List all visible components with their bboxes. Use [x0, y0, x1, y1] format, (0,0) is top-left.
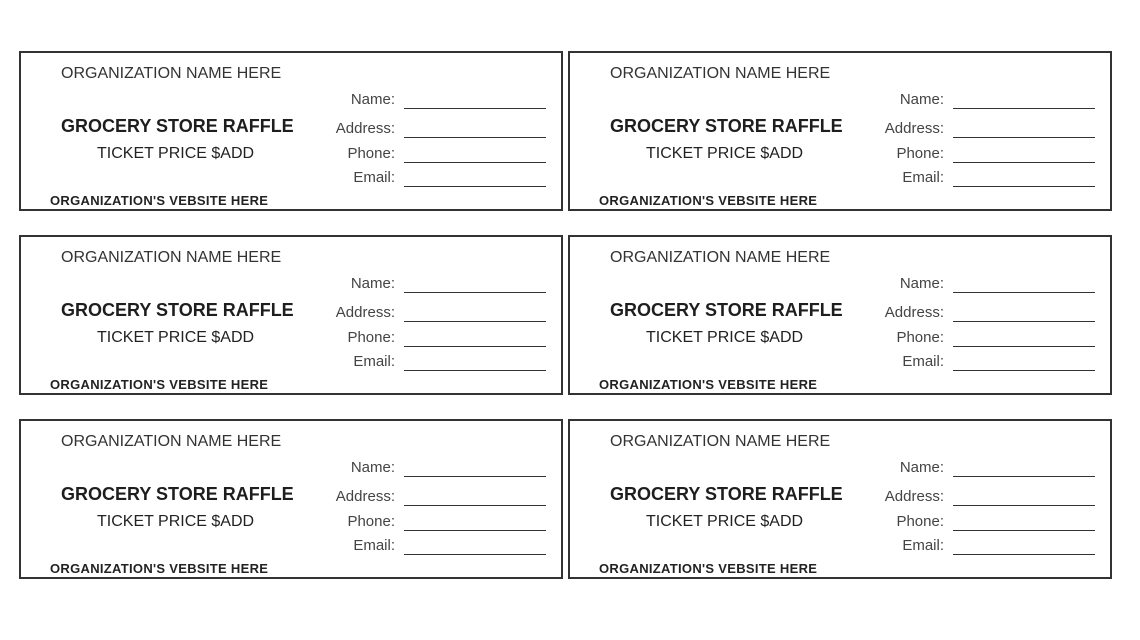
- name-line: [953, 108, 1095, 109]
- organization-website: ORGANIZATION'S VEBSITE HERE: [599, 377, 818, 392]
- phone-line: [953, 530, 1095, 531]
- email-line: [953, 370, 1095, 371]
- raffle-ticket: [568, 419, 1112, 579]
- organization-website: ORGANIZATION'S VEBSITE HERE: [50, 377, 269, 392]
- name-line: [953, 292, 1095, 293]
- ticket-price: TICKET PRICE $ADD: [97, 329, 255, 346]
- name-line: [953, 476, 1095, 477]
- raffle-ticket: [568, 235, 1112, 395]
- address-line: [404, 505, 546, 506]
- name-line: [404, 476, 546, 477]
- phone-line: [404, 162, 546, 163]
- address-label: Address:: [335, 304, 395, 321]
- email-label: Email:: [902, 353, 944, 370]
- ticket-price: TICKET PRICE $ADD: [646, 145, 804, 162]
- name-label: Name:: [350, 459, 395, 476]
- raffle-ticket: [568, 51, 1112, 211]
- phone-label: Phone:: [896, 329, 944, 346]
- address-label: Address:: [884, 488, 944, 505]
- ticket-price: TICKET PRICE $ADD: [646, 513, 804, 530]
- phone-line: [953, 162, 1095, 163]
- email-line: [404, 554, 546, 555]
- email-line: [953, 554, 1095, 555]
- phone-label: Phone:: [347, 513, 395, 530]
- raffle-title: GROCERY STORE RAFFLE: [610, 300, 843, 320]
- raffle-title: GROCERY STORE RAFFLE: [610, 484, 843, 504]
- raffle-ticket: [19, 235, 563, 395]
- name-label: Name:: [350, 91, 395, 108]
- raffle-title: GROCERY STORE RAFFLE: [610, 116, 843, 136]
- email-line: [953, 186, 1095, 187]
- phone-label: Phone:: [896, 513, 944, 530]
- address-label: Address:: [884, 120, 944, 137]
- organization-name: ORGANIZATION NAME HERE: [61, 65, 282, 82]
- address-line: [404, 321, 546, 322]
- address-line: [953, 137, 1095, 138]
- name-label: Name:: [899, 91, 944, 108]
- address-label: Address:: [335, 488, 395, 505]
- organization-name: ORGANIZATION NAME HERE: [610, 433, 831, 450]
- name-line: [404, 292, 546, 293]
- organization-website: ORGANIZATION'S VEBSITE HERE: [50, 193, 269, 208]
- name-line: [404, 108, 546, 109]
- raffle-title: GROCERY STORE RAFFLE: [61, 484, 294, 504]
- address-label: Address:: [335, 120, 395, 137]
- ticket-price: TICKET PRICE $ADD: [97, 145, 255, 162]
- organization-name: ORGANIZATION NAME HERE: [61, 249, 282, 266]
- address-label: Address:: [884, 304, 944, 321]
- organization-name: ORGANIZATION NAME HERE: [610, 249, 831, 266]
- phone-line: [404, 346, 546, 347]
- raffle-title: GROCERY STORE RAFFLE: [61, 300, 294, 320]
- address-line: [953, 505, 1095, 506]
- phone-label: Phone:: [896, 145, 944, 162]
- raffle-title: GROCERY STORE RAFFLE: [61, 116, 294, 136]
- organization-website: ORGANIZATION'S VEBSITE HERE: [50, 561, 269, 576]
- email-line: [404, 186, 546, 187]
- raffle-ticket: [19, 51, 563, 211]
- organization-website: ORGANIZATION'S VEBSITE HERE: [599, 561, 818, 576]
- email-line: [404, 370, 546, 371]
- organization-website: ORGANIZATION'S VEBSITE HERE: [599, 193, 818, 208]
- ticket-price: TICKET PRICE $ADD: [97, 513, 255, 530]
- raffle-ticket: [19, 419, 563, 579]
- organization-name: ORGANIZATION NAME HERE: [610, 65, 831, 82]
- name-label: Name:: [350, 275, 395, 292]
- address-line: [404, 137, 546, 138]
- email-label: Email:: [353, 353, 395, 370]
- email-label: Email:: [902, 169, 944, 186]
- ticket-price: TICKET PRICE $ADD: [646, 329, 804, 346]
- phone-line: [953, 346, 1095, 347]
- email-label: Email:: [353, 537, 395, 554]
- phone-label: Phone:: [347, 145, 395, 162]
- address-line: [953, 321, 1095, 322]
- organization-name: ORGANIZATION NAME HERE: [61, 433, 282, 450]
- name-label: Name:: [899, 459, 944, 476]
- email-label: Email:: [902, 537, 944, 554]
- phone-label: Phone:: [347, 329, 395, 346]
- phone-line: [404, 530, 546, 531]
- email-label: Email:: [353, 169, 395, 186]
- name-label: Name:: [899, 275, 944, 292]
